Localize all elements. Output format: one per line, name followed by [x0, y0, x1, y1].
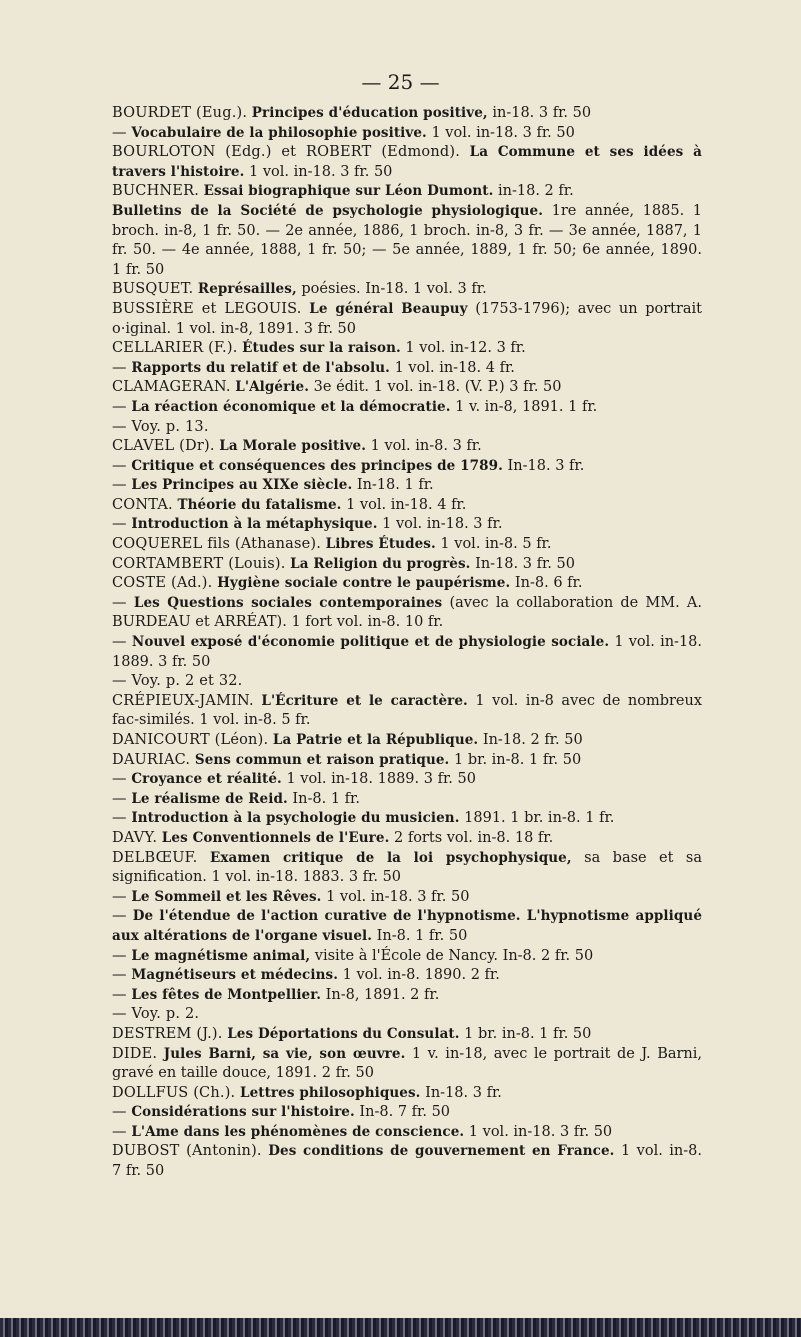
catalogue-entry	[112, 1005, 702, 1025]
entry-details: In-18.	[356, 477, 400, 494]
catalogue-entry	[112, 124, 702, 144]
entry-details: In-8.	[514, 575, 549, 592]
entry-title: Le Sommeil et les Rêves.	[131, 888, 322, 905]
entry-title: La réaction économique et la démocratie.	[131, 398, 451, 415]
entry-title: Principes d'éducation positive,	[251, 105, 488, 121]
entry-price: 3 fr. 50	[522, 555, 575, 572]
catalogue-entry	[112, 1103, 702, 1123]
entry-author: CORTAMBERT (Louis).	[112, 555, 286, 572]
entry-price: 6 fr.	[553, 575, 583, 592]
entry-author: DESTREM (J.).	[112, 1025, 223, 1042]
catalogue-entry	[112, 378, 702, 398]
catalogue-entry	[112, 986, 702, 1006]
entry-details: 1 vol. in-8.	[440, 536, 518, 553]
entry-title: Rapports du relatif et de l'absolu.	[131, 359, 390, 376]
entry-title: Théorie du fatalisme.	[177, 496, 342, 513]
catalogue-entry	[112, 359, 702, 379]
catalogue-entry	[112, 202, 702, 280]
catalogue-entry	[112, 280, 702, 300]
entry-details: In-18.	[475, 555, 519, 572]
entry-price: 3 fr. 50	[340, 163, 393, 180]
entry-title: Des conditions de gouvernement en France.	[268, 1143, 615, 1160]
entry-price: 3 fr.	[457, 281, 487, 298]
entry-details: (avec la collaboration de MM. A. BURDEAU et ARRÉAT). 1 fort vol. in-8.	[112, 594, 702, 631]
entry-author: DUBOST (Antonin).	[112, 1143, 262, 1160]
entry-details: In-18.	[507, 457, 551, 474]
entry-title: Les Conventionnels de l'Eure.	[161, 829, 390, 846]
entry-price: 2 fr.	[544, 183, 574, 200]
entry-author: DAVY.	[112, 829, 158, 846]
catalogue-entry	[112, 104, 702, 124]
catalogue-entry	[112, 731, 702, 751]
catalogue-entry	[112, 339, 702, 359]
entry-details: 1 vol. in-8.	[370, 438, 448, 455]
catalogue-entry	[112, 515, 702, 535]
catalogue-entry	[112, 829, 702, 849]
entry-price: 7 fr. 50	[112, 1163, 165, 1180]
entry-price: 4 fr.	[437, 496, 467, 513]
entry-author: CLAMAGERAN.	[112, 379, 231, 396]
entry-price: 5 fr.	[522, 536, 552, 553]
catalogue-entry	[112, 574, 702, 594]
entry-title: Le magnétisme animal,	[131, 947, 311, 964]
entry-title: Introduction à la psychologie du musicien.	[131, 810, 460, 827]
catalogue-entry	[112, 1025, 702, 1045]
entry-title: De l'étendue de l'action curative de l'hypnotisme. L'hypnotisme appliqué aux altérations de l'organe visuel.	[112, 908, 703, 944]
entry-details: 1 vol. in-18.	[468, 1123, 556, 1140]
entry-price: 3 fr. 50	[348, 869, 402, 886]
entry-details: 1 vol. in-18.	[382, 516, 469, 533]
entry-title: Jules Barni, sa vie, son œuvre.	[163, 1045, 406, 1062]
entry-price: 2 fr. 50	[321, 1065, 374, 1082]
catalogue-entry	[112, 594, 702, 633]
entry-price: 1 fr. 50	[528, 751, 582, 768]
entry-details: (1753-1796); avec un portrait o·iginal. 1 vol. in-8, 1891.	[112, 300, 703, 337]
entry-price: 7 fr. 50	[397, 1104, 451, 1121]
catalogue-entry	[112, 437, 702, 457]
catalogue-entry	[112, 633, 702, 672]
catalogue-entry	[112, 476, 702, 496]
entry-author: —	[112, 1104, 127, 1121]
entry-details: 3e édit. 1 vol. in-18. (V. P.)	[313, 379, 505, 396]
entry-details: 1 vol. in-18. 1889.	[112, 634, 703, 670]
entry-title: Lettres philosophiques.	[239, 1084, 421, 1101]
entry-author: —	[112, 516, 127, 533]
entry-title: L'Algérie.	[235, 379, 310, 396]
catalogue-entry	[112, 1084, 702, 1104]
catalogue-entry	[112, 849, 702, 888]
entry-price: 3 fr.	[452, 438, 482, 455]
entry-title: Croyance et réalité.	[131, 771, 282, 788]
entry-title: L'Ame dans les phénomènes de conscience.	[131, 1123, 465, 1140]
entry-author: —	[112, 634, 127, 651]
catalogue-entry	[112, 1045, 702, 1084]
entry-price: 3 fr. 50	[559, 1123, 613, 1140]
entry-details: 1 vol. in-18.	[346, 496, 433, 513]
entry-title: Magnétiseurs et médecins.	[131, 967, 339, 984]
entry-author: — Voy. p. 2.	[112, 1006, 200, 1023]
entry-title: Les Questions sociales contemporaines	[133, 594, 443, 611]
entry-title: Considérations sur l'histoire.	[131, 1104, 355, 1121]
entry-author: —	[112, 359, 127, 376]
entry-details: 1 v. in-18, avec le portrait de J. Barni, gravé en taille douce, 1891.	[112, 1045, 703, 1082]
entry-details: in-18.	[498, 183, 540, 200]
entry-author: —	[112, 124, 127, 141]
catalogue-entry	[112, 300, 702, 339]
entry-title: Bulletins de la Société de psychologie physiologique.	[112, 202, 544, 219]
entry-details: 2 forts vol. in-8.	[394, 829, 511, 846]
entry-details: in-18.	[492, 105, 535, 121]
entry-price: 18 fr.	[514, 829, 554, 846]
entry-title: Les Déportations du Consulat.	[227, 1025, 460, 1042]
entry-details: 1re année, 1885. 1 broch. in-8, 1 fr. 50. — 2e année, 1886, 1 broch. in-8, 3 fr. — 3e année, 1887, 1 fr. 50. — 4e année, 1888, 1 fr. 50; — 5e année, 1889, 1 fr. 50; 6e année, 1890.	[112, 202, 703, 259]
entry-author: COSTE (Ad.).	[112, 575, 213, 592]
entry-price: 3 fr.	[496, 340, 526, 357]
entry-price: 4 fr.	[485, 359, 515, 376]
catalogue-entry	[112, 555, 702, 575]
entry-author: DAURIAC.	[112, 751, 191, 768]
entry-price: 1 fr. 50	[112, 261, 165, 278]
entry-price: 3 fr. 50	[509, 379, 562, 396]
entry-details: 1 vol. in-18.	[326, 888, 413, 905]
entry-author: BUSQUET.	[112, 281, 194, 298]
catalogue-entry	[112, 692, 702, 731]
entry-author: DANICOURT (Léon).	[112, 732, 269, 748]
entry-author: CONTA.	[112, 496, 173, 513]
scan-edge-band	[0, 1318, 801, 1337]
entry-details: 1891. 1 br. in-8.	[464, 810, 581, 827]
entry-title: Introduction à la métaphysique.	[131, 516, 378, 533]
entry-price: 3 fr. 50	[417, 888, 470, 905]
catalogue-entry	[112, 535, 702, 555]
entry-author: —	[112, 810, 127, 827]
entry-author: —	[112, 986, 127, 1003]
entry-details: 1 vol. in-18.	[431, 124, 519, 141]
entry-price: 2 fr. 50	[541, 947, 594, 964]
entry-price: 2 fr.	[470, 967, 500, 984]
entry-details: In-18.	[425, 1084, 469, 1101]
entry-author: —	[112, 594, 127, 611]
entry-title: Vocabulaire de la philosophie positive.	[131, 124, 427, 141]
entry-title: Nouvel exposé d'économie politique et de physiologie sociale.	[131, 634, 610, 651]
entry-details: In-8.	[292, 790, 327, 807]
entry-author: BUSSIÈRE et LEGOUIS.	[112, 300, 302, 317]
entry-title: Critique et conséquences des principes de 1789.	[131, 457, 503, 474]
entry-price: 3 fr. 50	[303, 320, 357, 337]
entry-title: Hygiène sociale contre le paupérisme.	[217, 575, 511, 592]
catalogue-entry	[112, 790, 702, 810]
entry-author: —	[112, 771, 127, 788]
catalogue-entry	[112, 418, 702, 438]
entry-title: Études sur la raison.	[242, 340, 401, 357]
entry-author: CLAVEL (Dr).	[112, 438, 215, 455]
entry-details: In-8, 1891.	[325, 986, 406, 1003]
entry-price: 10 fr.	[404, 614, 444, 631]
entry-details: 1 br. in-8.	[453, 751, 525, 768]
entry-author: DOLLFUS (Ch.).	[112, 1084, 236, 1101]
entry-title: Examen critique de la loi psychophysique,	[209, 849, 572, 866]
entry-price: 1 fr.	[585, 810, 615, 827]
entry-price: 1 fr.	[568, 398, 598, 415]
entry-title: Représailles,	[197, 281, 297, 298]
entry-title: Les Principes au XIXe siècle.	[131, 477, 353, 494]
entry-author: — Voy. p. 2 et 32.	[112, 673, 243, 690]
catalogue-entry	[112, 947, 702, 967]
catalogue-entry	[112, 672, 702, 692]
page-number: — 25 —	[361, 70, 440, 94]
entry-author: CELLARIER (F.).	[112, 340, 238, 357]
entry-title: Le réalisme de Reid.	[131, 790, 288, 807]
entry-title: Le général Beaupuy	[309, 300, 468, 317]
entry-author: BUCHNER.	[112, 183, 200, 200]
entry-title: La Patrie et la République.	[272, 732, 479, 748]
entry-details: 1 vol. in-8 avec de nombreux fac-similés. 1 vol. in-8.	[112, 692, 703, 729]
entry-author: —	[112, 947, 127, 964]
entry-title: Libres Études.	[325, 536, 436, 553]
entry-title: La Commune et ses idées à travers l'histoire.	[112, 144, 702, 180]
catalogue-entry	[112, 966, 702, 986]
entry-details: In-8.	[376, 927, 411, 944]
entry-details: 1 v. in-8, 1891.	[455, 398, 564, 415]
entry-price: 1 fr. 50	[415, 927, 468, 944]
entry-details: In-8.	[359, 1104, 394, 1121]
entry-author: DIDE.	[112, 1045, 158, 1062]
catalogue-entry	[112, 143, 702, 182]
catalogue-entry	[112, 907, 702, 946]
entry-title: L'Écriture et le caractère.	[261, 692, 468, 709]
catalogue-entry	[112, 809, 702, 829]
entry-list	[112, 104, 702, 1182]
entry-title: La Morale positive.	[219, 438, 367, 455]
entry-author: BOURLOTON (Edg.) et ROBERT (Edmond).	[112, 144, 461, 161]
entry-details: 1 vol. in-8. 1890.	[342, 967, 467, 984]
entry-details: 1 vol. in-12.	[405, 340, 492, 357]
entry-price: 1 fr.	[404, 477, 434, 494]
entry-author: —	[112, 967, 127, 984]
entry-author: —	[112, 457, 127, 474]
entry-price: 3 fr. 50	[538, 105, 592, 121]
entry-author: — Voy. p. 13.	[112, 418, 209, 435]
entry-details: In-18.	[482, 732, 526, 748]
entry-details: poésies. In-18. 1 vol.	[301, 281, 453, 298]
entry-details: 1 vol. in-18.	[394, 359, 482, 376]
entry-details: 1 vol. in-18.	[249, 163, 336, 180]
entry-title: La Religion du progrès.	[290, 555, 471, 572]
entry-details: 1 vol. in-18. 1889.	[286, 771, 420, 788]
entry-price: 1 fr.	[330, 790, 360, 807]
entry-author: —	[112, 908, 127, 925]
catalogue-entry	[112, 770, 702, 790]
entry-details: 1 br. in-8.	[464, 1025, 535, 1042]
entry-title: Sens commun et raison pratique.	[194, 751, 450, 768]
entry-author: —	[112, 477, 127, 494]
catalogue-entry	[112, 457, 702, 477]
entry-price: 1 fr. 50	[539, 1025, 592, 1042]
catalogue-entry	[112, 496, 702, 516]
entry-price: 3 fr. 50	[158, 653, 211, 670]
entry-price: 3 fr. 50	[522, 124, 575, 141]
entry-details: sa base et sa signification. 1 vol. in-18. 1883.	[112, 849, 703, 886]
entry-details: visite à l'École de Nancy. In-8.	[314, 947, 537, 964]
entry-price: 3 fr.	[473, 516, 503, 533]
catalogue-entry	[112, 182, 702, 202]
entry-author: BOURDET (Eug.).	[112, 105, 248, 121]
entry-author: CRÉPIEUX-JAMIN.	[112, 692, 254, 709]
catalogue-entry	[112, 398, 702, 418]
entry-price: 2 fr.	[410, 986, 440, 1003]
entry-author: —	[112, 790, 127, 807]
entry-author: —	[112, 1123, 127, 1140]
entry-price: 2 fr. 50	[530, 732, 583, 748]
catalogue-entry	[112, 751, 702, 771]
entry-author: DELBŒUF.	[112, 849, 198, 866]
catalogue-entry	[112, 1123, 702, 1143]
entry-title: Essai biographique sur Léon Dumont.	[203, 183, 494, 200]
entry-author: —	[112, 398, 127, 415]
entry-price: 5 fr.	[281, 712, 311, 729]
catalogue-entry	[112, 1142, 702, 1181]
entry-price: 3 fr.	[472, 1084, 502, 1101]
entry-title: Les fêtes de Montpellier.	[131, 986, 322, 1003]
catalogue-entry	[112, 888, 702, 908]
entry-price: 3 fr. 50	[423, 771, 476, 788]
entry-author: COQUEREL fils (Athanase).	[112, 536, 322, 553]
entry-price: 3 fr.	[555, 457, 585, 474]
entry-details: 1 vol. in-8.	[620, 1143, 702, 1160]
entry-author: —	[112, 888, 127, 905]
